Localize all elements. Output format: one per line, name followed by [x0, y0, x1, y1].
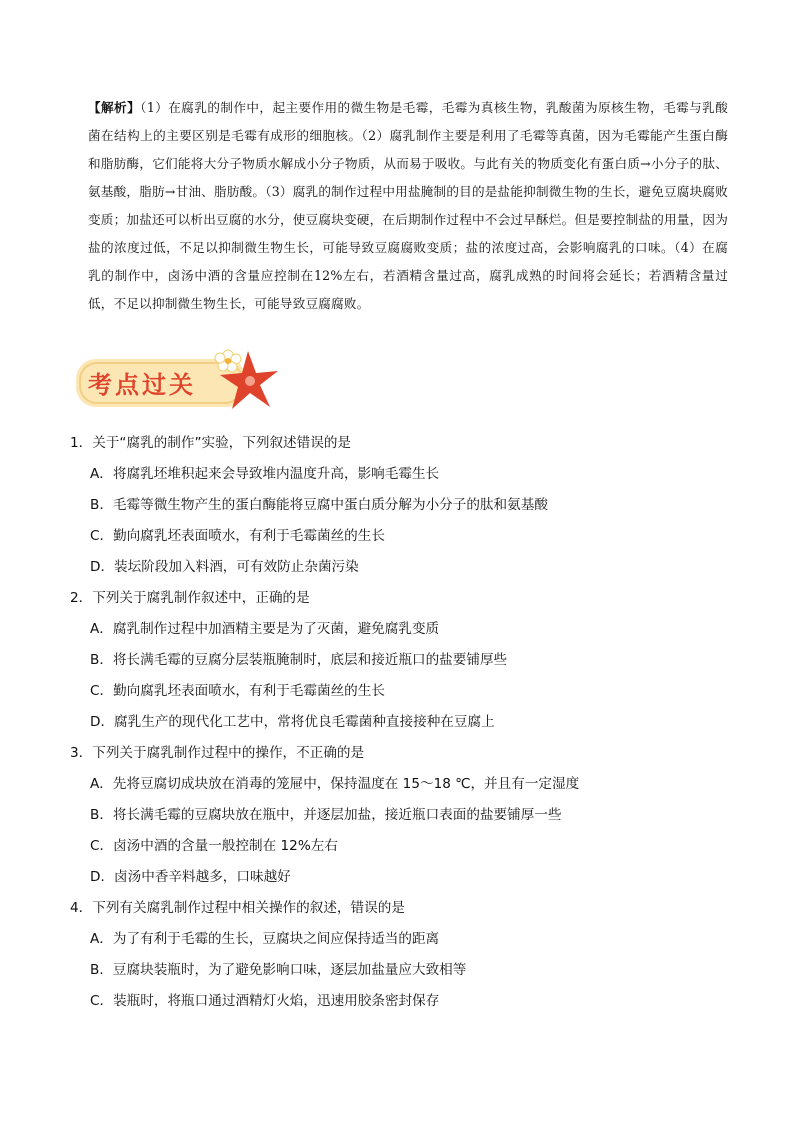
- option-c: C．勤向腐乳坯表面喷水，有利于毛霉菌丝的生长: [90, 528, 385, 544]
- question-4: [70, 893, 740, 1017]
- option-c: C．卤汤中酒的含量一般控制在 12%左右: [90, 838, 338, 854]
- analysis-body: （1）在腐乳的制作中，起主要作用的微生物是毛霉，毛霉为真核生物，乳酸菌为原核生物，毛霉与乳酸菌在结构上的主要区别是毛霉有成形的细胞核。（2）腐乳制作主要是利用了毛霉等真菌，因为毛霉能产生蛋白酶和脂肪酶，它们能将大分子物质水解成小分子物质，从而易于吸收。与此有关的物质变化有蛋白质→小分子的肽、氨基酸，脂肪→甘油、脂肪酸。（3）腐乳的制作过程中用盐腌制的目的是盐能抑制微生物的生长，避免豆腐块腐败变质；加盐还可以析出豆腐的水分，使豆腐块变硬，在后期制作过程中不会过早酥烂。但是要控制盐的用量，因为盐的浓度过低，不足以抑制微生物生长，可能导致豆腐腐败变质；盐的浓度过高，会影响腐乳的口味。（4）在腐乳的制作中，卤汤中酒的含量应控制在12%左右，若酒精含量过高，腐乳成熟的时间将会延长；若酒精含量过低，不足以抑制微生物生长，可能导致豆腐腐败。: [88, 100, 728, 311]
- option-b: B．将长满毛霉的豆腐分层装瓶腌制时，底层和接近瓶口的盐要铺厚些: [90, 652, 508, 668]
- option-b: B．将长满毛霉的豆腐块放在瓶中，并逐层加盐，接近瓶口表面的盐要铺厚一些: [90, 807, 562, 823]
- option-d: D．腐乳生产的现代化工艺中，常将优良毛霉菌种直接接种在豆腐上: [90, 714, 495, 730]
- question-stem: 2．下列关于腐乳制作叙述中，正确的是: [70, 590, 310, 606]
- question-stem: 1．关于“腐乳的制作”实验，下列叙述错误的是: [70, 435, 352, 451]
- question-stem: 3．下列关于腐乳制作过程中的操作，不正确的是: [70, 745, 365, 761]
- option-d: D．卤汤中香辛料越多，口味越好: [90, 869, 291, 885]
- flower-icon: [215, 350, 241, 372]
- option-c: C．勤向腐乳坯表面喷水，有利于毛霉菌丝的生长: [90, 683, 385, 699]
- option-d: D．装坛阶段加入料酒，可有效防止杂菌污染: [90, 559, 359, 575]
- option-b: B．毛霉等微生物产生的蛋白酶能将豆腐中蛋白质分解为小分子的肽和氨基酸: [90, 497, 548, 513]
- question-2: [70, 583, 740, 738]
- option-a: A．将腐乳坯堆积起来会导致堆内温度升高，影响毛霉生长: [90, 466, 440, 482]
- question-stem: 4．下列有关腐乳制作过程中相关操作的叙述，错误的是: [70, 900, 405, 916]
- question-3: [70, 738, 740, 893]
- section-badge: [72, 345, 292, 417]
- option-a: A．腐乳制作过程中加酒精主要是为了灭菌，避免腐乳变质: [90, 621, 440, 637]
- option-a: A．先将豆腐切成块放在消毒的笼屉中，保持温度在 15～18 ℃，并且有一定湿度: [90, 776, 580, 792]
- badge-text: 考点过关: [88, 370, 196, 399]
- badge-graphic: [72, 345, 292, 417]
- option-c: C．装瓶时，将瓶口通过酒精灯火焰，迅速用胶条密封保存: [90, 993, 440, 1009]
- question-list: [70, 428, 740, 1017]
- analysis-paragraph: [88, 94, 728, 318]
- option-b: B．豆腐块装瓶时，为了避免影响口味，逐层加盐量应大致相等: [90, 962, 467, 978]
- analysis-tag: 【解析】: [88, 100, 141, 115]
- option-a: A．为了有利于毛霉的生长，豆腐块之间应保持适当的距离: [90, 931, 440, 947]
- question-1: [70, 428, 740, 583]
